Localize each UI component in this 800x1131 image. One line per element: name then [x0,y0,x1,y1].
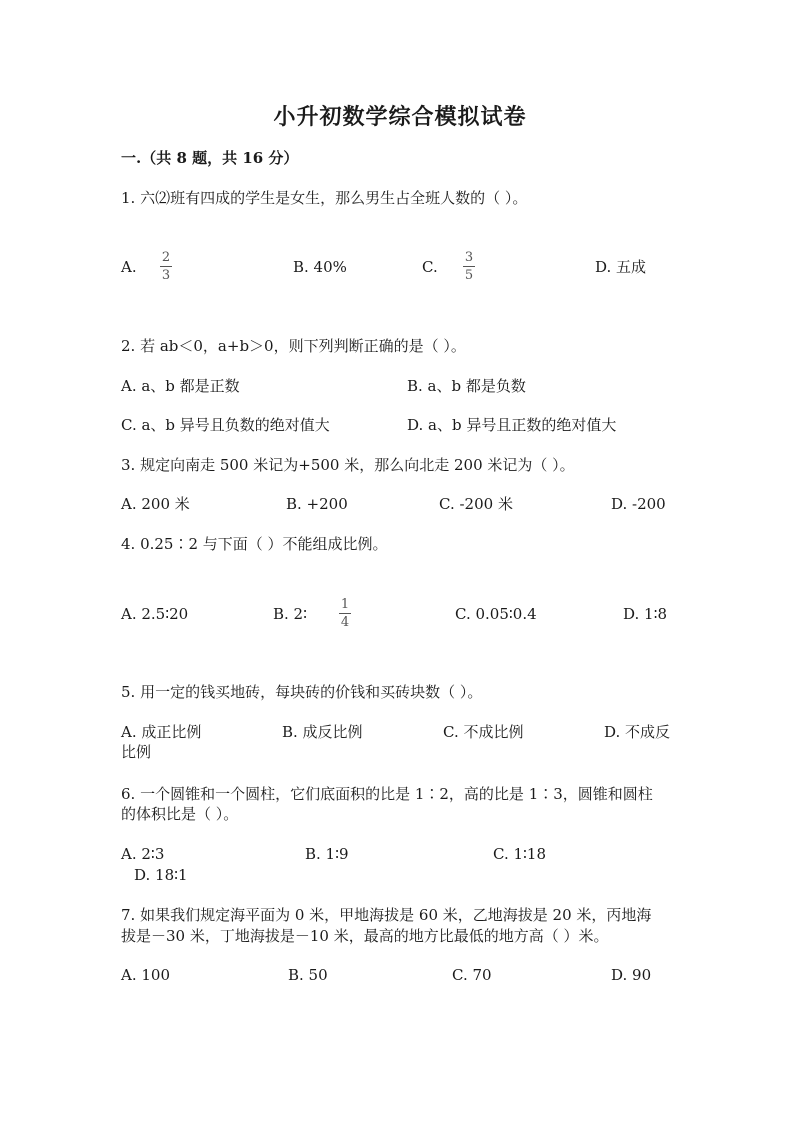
q5-option-c: C. 不成比例 [443,723,524,741]
q4-option-b-label: B. 2∶ [273,605,308,623]
q1-option-a-label: A. [121,258,137,276]
q4-option-b-fraction [339,598,351,630]
q1-option-c-fraction [463,251,475,283]
q3-option-a: A. 200 米 [121,495,190,513]
section-header: 一.（共 8 题，共 16 分） [121,149,299,167]
q4-option-c: C. 0.05∶0.4 [455,605,537,623]
question-7-stem-line1: 7. 如果我们规定海平面为 0 米，甲地海拔是 60 米，乙地海拔是 20 米，丙地海 [121,906,652,924]
q2-option-c: C. a、b 异号且负数的绝对值大 [121,416,330,434]
q1-option-c-numerator: 3 [464,250,474,265]
q2-option-a: A. a、b 都是正数 [121,377,240,395]
q7-option-c: C. 70 [452,966,492,984]
fraction-bar [463,266,475,267]
question-3-stem: 3. 规定向南走 500 米记为+500 米，那么向北走 200 米记为（ ）。 [121,456,575,474]
q6-option-a: A. 2∶3 [121,845,165,863]
q4-option-a: A. 2.5∶20 [121,605,189,623]
q5-option-d: D. 不成反 [604,723,671,741]
q1-option-a-numerator: 2 [161,250,171,265]
q1-option-a-fraction [160,251,172,283]
q2-option-d: D. a、b 异号且正数的绝对值大 [407,416,617,434]
q3-option-b: B. +200 [286,495,348,513]
question-6-stem-line2: 的体积比是（ ）。 [121,805,239,823]
page-title: 小升初数学综合模拟试卷 [273,104,527,130]
q3-option-d: D. -200 [611,495,666,513]
q7-option-a: A. 100 [121,966,170,984]
q1-option-c-denominator: 5 [464,268,474,283]
q2-option-b: B. a、b 都是负数 [407,377,526,395]
q5-option-a: A. 成正比例 [121,723,202,741]
fraction-bar [339,613,351,614]
q1-option-c-label: C. [422,258,438,276]
q4-option-d: D. 1∶8 [623,605,668,623]
q6-option-d: D. 18∶1 [134,866,188,884]
question-2-stem: 2. 若 ab＜0，a+b＞0，则下列判断正确的是（ ）。 [121,337,466,355]
question-1-stem: 1. 六⑵班有四成的学生是女生，那么男生占全班人数的（ ）。 [121,189,528,207]
q4-option-b-numerator: 1 [340,597,350,612]
q1-option-a-denominator: 3 [161,268,171,283]
q6-option-c: C. 1∶18 [493,845,547,863]
question-4-stem: 4. 0.25∶2 与下面（ ）不能组成比例。 [121,535,388,553]
fraction-bar [160,266,172,267]
question-7-stem-line2: 拔是－30 米，丁地海拔是－10 米，最高的地方比最低的地方高（ ）米。 [121,927,609,945]
q5-option-b: B. 成反比例 [282,723,363,741]
q1-option-d: D. 五成 [595,258,647,276]
q1-option-b: B. 40% [293,258,347,276]
q7-option-d: D. 90 [611,966,652,984]
q7-option-b: B. 50 [288,966,328,984]
question-5-stem: 5. 用一定的钱买地砖，每块砖的价钱和买砖块数（ ）。 [121,683,483,701]
q3-option-c: C. -200 米 [439,495,513,513]
q4-option-b-denominator: 4 [340,615,350,630]
q5-option-d-continued: 比例 [121,743,152,761]
q6-option-b: B. 1∶9 [305,845,349,863]
question-6-stem-line1: 6. 一个圆锥和一个圆柱，它们底面积的比是 1∶2，高的比是 1∶3，圆锥和圆柱 [121,785,653,803]
